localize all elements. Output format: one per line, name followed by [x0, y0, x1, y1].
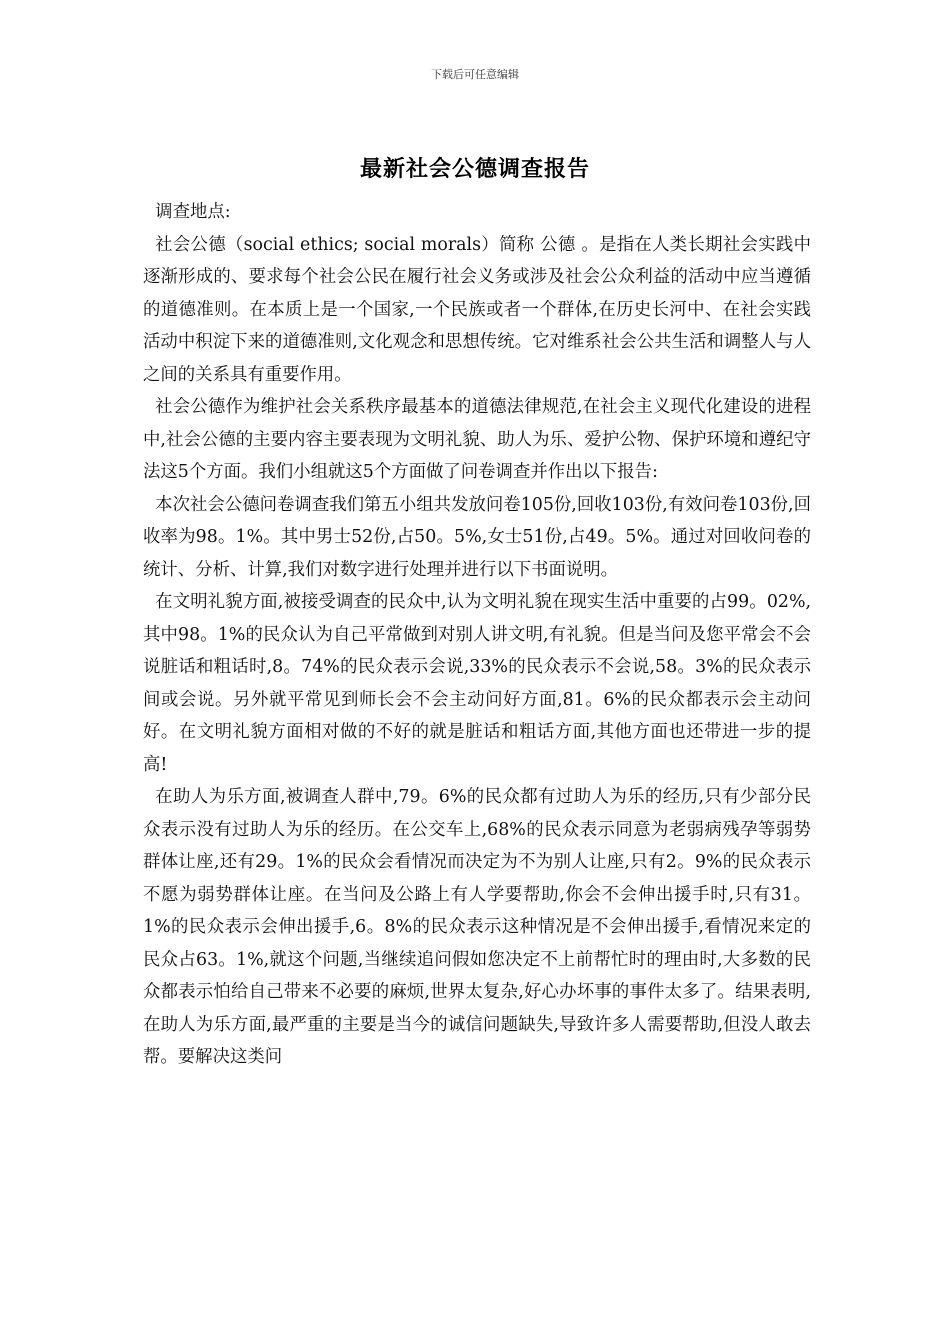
- paragraph-survey-stats: 本次社会公德问卷调查我们第五小组共发放问卷105份,回收103份,有效问卷103份,回收率为98。1%。其中男士52份,占50。5%,女士51份,占49。5%。通过对回收问卷的统计、分析、计算,我们对数字进行处理并进行以下书面说明。: [143, 494, 811, 580]
- paragraph-civility: 在文明礼貌方面,被接受调查的民众中,认为文明礼貌在现实生活中重要的占99。02%,其中98。1%的民众认为自己平常做到对别人讲文明,有礼貌。但是当问及您平常会不会说脏话和粗话时,8。74%的民众表示会说,33%的民众表示不会说,58。3%的民众表示间或会说。另外就平常见到师长会不会主动问好方面,81。6%的民众都表示会主动问好。在文明礼貌方面相对做的不好的就是脏话和粗话方面,其他方面也还带进一步的提高!: [143, 592, 811, 775]
- paragraph-location: 调查地点:: [155, 202, 231, 222]
- document-body: [143, 196, 811, 1074]
- header-note: 下载后可任意编辑: [431, 68, 519, 81]
- paragraph-aspects: 社会公德作为维护社会关系秩序最基本的道德法律规范,在社会主义现代化建设的进程中,社会公德的主要内容主要表现为文明礼貌、助人为乐、爱护公物、保护环境和遵纪守法这5个方面。我们小组就这5个方面做了问卷调查并作出以下报告:: [143, 397, 811, 482]
- page-title: 最新社会公德调查报告: [359, 157, 590, 182]
- paragraph-helping-others: 在助人为乐方面,被调查人群中,79。6%的民众都有过助人为乐的经历,只有少部分民众表示没有过助人为乐的经历。在公交车上,68%的民众表示同意为老弱病残孕等弱势群体让座,还有29。1%的民众会看情况而决定为不为别人让座,只有2。9%的民众表示不愿为弱势群体让座。在当问及公路上有人学要帮助,你会不会伸出援手时,只有31。1%的民众表示会伸出援手,6。8%的民众表示这种情况是不会伸出援手,看情况来定的民众占63。1%,就这个问题,当继续追问假如您决定不上前帮忙时的理由时,大多数的民众都表示怕给自己带来不必要的麻烦,世界太复杂,好心办坏事的事件太多了。结果表明,在助人为乐方面,最严重的主要是当今的诚信问题缺失,导致许多人需要帮助,但没人敢去帮。要解决这类问: [143, 787, 811, 1067]
- paragraph-definition: 社会公德（social ethics; social morals）简称 公德 。是指在人类长期社会实践中逐渐形成的、要求每个社会公民在履行社会义务或涉及社会公众利益的活动中应当遵循的道德准则。在本质上是一个国家,一个民族或者一个群体,在历史长河中、在社会实践活动中积淀下来的道德准则,文化观念和思想传统。它对维系社会公共生活和调整人与人之间的关系具有重要作用。: [143, 234, 811, 385]
